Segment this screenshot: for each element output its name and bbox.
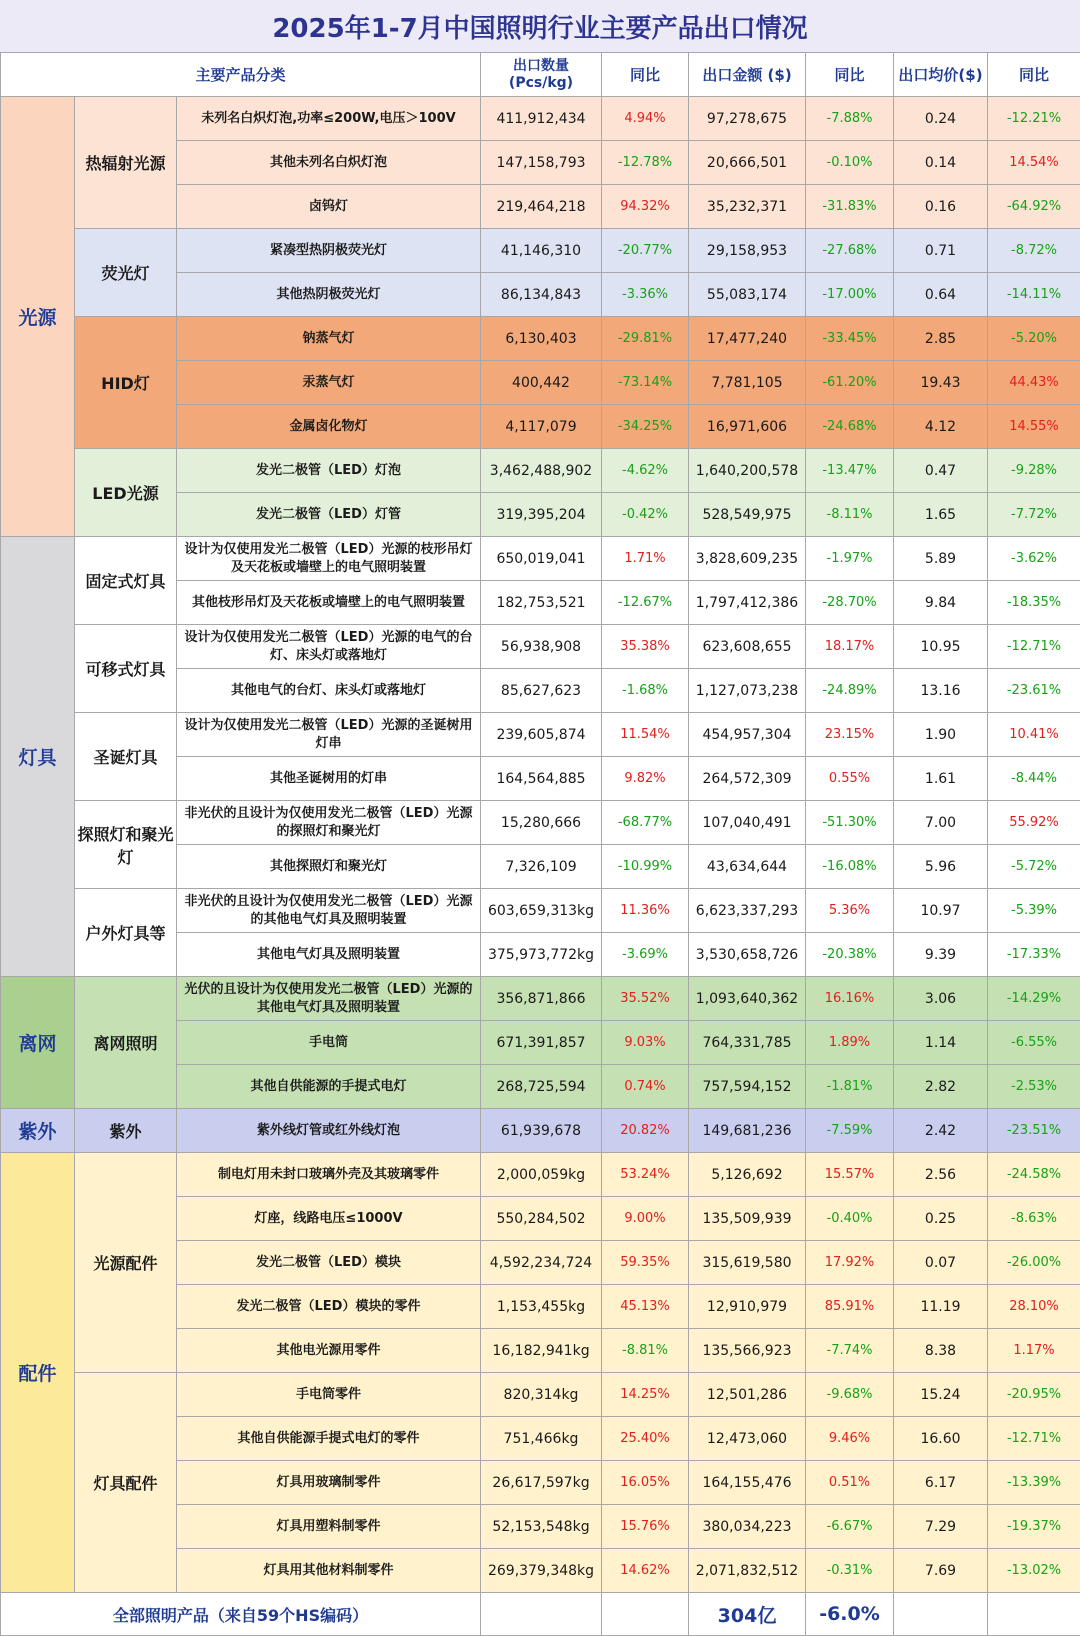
qty-yoy: 1.71%: [602, 537, 689, 581]
export-amount: 623,608,655: [689, 625, 806, 669]
amount-yoy: -7.88%: [806, 97, 894, 141]
amount-yoy: 85.91%: [806, 1285, 894, 1329]
group-cell-accessories: 配件: [1, 1153, 75, 1593]
export-amount: 315,619,580: [689, 1241, 806, 1285]
group-cell-fixtures: 灯具: [1, 537, 75, 977]
subgroup-cell-fluo: 荧光灯: [75, 229, 177, 317]
subgroup-cell-xmas: 圣诞灯具: [75, 713, 177, 801]
avg-price: 0.14: [894, 141, 988, 185]
product-name: 发光二极管（LED）灯管: [177, 493, 481, 537]
product-name: 其他电光源用零件: [177, 1329, 481, 1373]
export-qty: 56,938,908: [481, 625, 602, 669]
export-amount: 135,566,923: [689, 1329, 806, 1373]
product-name: 其他未列名白炽灯泡: [177, 141, 481, 185]
export-qty: 268,725,594: [481, 1065, 602, 1109]
qty-yoy: -12.67%: [602, 581, 689, 625]
export-amount: 3,530,658,726: [689, 933, 806, 977]
export-qty: 751,466kg: [481, 1417, 602, 1461]
avg-price: 4.12: [894, 405, 988, 449]
table-row: [1, 1153, 1080, 1197]
price-yoy: -2.53%: [988, 1065, 1080, 1109]
avg-price: 1.14: [894, 1021, 988, 1065]
export-table: [0, 52, 1080, 1636]
export-qty: 820,314kg: [481, 1373, 602, 1417]
price-yoy: -20.95%: [988, 1373, 1080, 1417]
export-amount: 5,126,692: [689, 1153, 806, 1197]
product-name: 发光二极管（LED）模块的零件: [177, 1285, 481, 1329]
subgroup-cell-hid: HID灯: [75, 317, 177, 449]
avg-price: 0.25: [894, 1197, 988, 1241]
price-yoy: -23.51%: [988, 1109, 1080, 1153]
price-yoy: -8.44%: [988, 757, 1080, 801]
export-qty: 1,153,455kg: [481, 1285, 602, 1329]
price-yoy: -3.62%: [988, 537, 1080, 581]
avg-price: 0.47: [894, 449, 988, 493]
avg-price: 0.24: [894, 97, 988, 141]
table-row: [1, 625, 1080, 669]
amount-yoy: -33.45%: [806, 317, 894, 361]
subgroup-cell-heat: 热辐射光源: [75, 97, 177, 229]
export-qty: 182,753,521: [481, 581, 602, 625]
qty-yoy: 9.82%: [602, 757, 689, 801]
price-yoy: -5.20%: [988, 317, 1080, 361]
subgroup-cell-uv: 紫外: [75, 1109, 177, 1153]
price-yoy: -13.39%: [988, 1461, 1080, 1505]
export-amount: 7,781,105: [689, 361, 806, 405]
product-name: 金属卤化物灯: [177, 405, 481, 449]
amount-yoy: -24.68%: [806, 405, 894, 449]
export-amount: 35,232,371: [689, 185, 806, 229]
export-amount: 764,331,785: [689, 1021, 806, 1065]
avg-price: 9.84: [894, 581, 988, 625]
avg-price: 5.89: [894, 537, 988, 581]
export-qty: 41,146,310: [481, 229, 602, 273]
amount-yoy: -16.08%: [806, 845, 894, 889]
export-qty: 319,395,204: [481, 493, 602, 537]
subgroup-cell-offgrid: 离网照明: [75, 977, 177, 1109]
amount-yoy: 0.55%: [806, 757, 894, 801]
subgroup-cell-movable: 可移式灯具: [75, 625, 177, 713]
export-amount: 164,155,476: [689, 1461, 806, 1505]
export-qty: 239,605,874: [481, 713, 602, 757]
qty-yoy: 14.62%: [602, 1549, 689, 1593]
amount-yoy: 23.15%: [806, 713, 894, 757]
subgroup-cell-flood: 探照灯和聚光灯: [75, 801, 177, 889]
avg-price: 2.56: [894, 1153, 988, 1197]
export-qty: 671,391,857: [481, 1021, 602, 1065]
export-amount: 55,083,174: [689, 273, 806, 317]
product-name: 非光伏的且设计为仅使用发光二极管（LED）光源的其他电气灯具及照明装置: [177, 889, 481, 933]
price-yoy: -18.35%: [988, 581, 1080, 625]
price-yoy: 14.55%: [988, 405, 1080, 449]
product-name: 非光伏的且设计为仅使用发光二极管（LED）光源的探照灯和聚光灯: [177, 801, 481, 845]
export-amount: 29,158,953: [689, 229, 806, 273]
price-yoy: 10.41%: [988, 713, 1080, 757]
total-price-yoy: [988, 1593, 1080, 1636]
export-amount: 17,477,240: [689, 317, 806, 361]
export-amount: 3,828,609,235: [689, 537, 806, 581]
product-name: 其他探照灯和聚光灯: [177, 845, 481, 889]
export-qty: 86,134,843: [481, 273, 602, 317]
qty-yoy: 59.35%: [602, 1241, 689, 1285]
qty-yoy: 94.32%: [602, 185, 689, 229]
price-yoy: -17.33%: [988, 933, 1080, 977]
product-name: 灯座，线路电压≤1000V: [177, 1197, 481, 1241]
export-amount: 1,127,073,238: [689, 669, 806, 713]
amount-yoy: -0.40%: [806, 1197, 894, 1241]
product-name: 其他枝形吊灯及天花板或墙壁上的电气照明装置: [177, 581, 481, 625]
export-amount: 12,501,286: [689, 1373, 806, 1417]
total-amount: 304亿: [689, 1593, 806, 1636]
price-yoy: -8.72%: [988, 229, 1080, 273]
qty-yoy: -0.42%: [602, 493, 689, 537]
amount-yoy: 9.46%: [806, 1417, 894, 1461]
export-amount: 97,278,675: [689, 97, 806, 141]
product-name: 设计为仅使用发光二极管（LED）光源的圣诞树用灯串: [177, 713, 481, 757]
product-name: 未列名白炽灯泡,功率≤200W,电压＞100V: [177, 97, 481, 141]
table-row: [1, 537, 1080, 581]
price-yoy: -13.02%: [988, 1549, 1080, 1593]
qty-yoy: -1.68%: [602, 669, 689, 713]
product-name: 其他电气的台灯、床头灯或落地灯: [177, 669, 481, 713]
table-row: [1, 1109, 1080, 1153]
export-qty: 52,153,548kg: [481, 1505, 602, 1549]
export-amount: 2,071,832,512: [689, 1549, 806, 1593]
price-yoy: 55.92%: [988, 801, 1080, 845]
product-name: 其他电气灯具及照明装置: [177, 933, 481, 977]
avg-price: 7.69: [894, 1549, 988, 1593]
export-qty: 269,379,348kg: [481, 1549, 602, 1593]
export-qty: 147,158,793: [481, 141, 602, 185]
avg-price: 2.42: [894, 1109, 988, 1153]
export-qty: 411,912,434: [481, 97, 602, 141]
product-name: 其他自供能源的手提式电灯: [177, 1065, 481, 1109]
export-amount: 380,034,223: [689, 1505, 806, 1549]
total-row: [1, 1593, 1080, 1636]
export-amount: 149,681,236: [689, 1109, 806, 1153]
qty-yoy: 20.82%: [602, 1109, 689, 1153]
price-yoy: 14.54%: [988, 141, 1080, 185]
product-name: 设计为仅使用发光二极管（LED）光源的电气的台灯、床头灯或落地灯: [177, 625, 481, 669]
product-name: 灯具用塑料制零件: [177, 1505, 481, 1549]
amount-yoy: 0.51%: [806, 1461, 894, 1505]
qty-yoy: 25.40%: [602, 1417, 689, 1461]
export-amount: 20,666,501: [689, 141, 806, 185]
qty-yoy: 0.74%: [602, 1065, 689, 1109]
export-amount: 12,473,060: [689, 1417, 806, 1461]
avg-price: 0.07: [894, 1241, 988, 1285]
subgroup-cell-src_acc: 光源配件: [75, 1153, 177, 1373]
amount-yoy: -20.38%: [806, 933, 894, 977]
header-price-yoy: 同比: [988, 53, 1080, 97]
qty-yoy: 35.38%: [602, 625, 689, 669]
export-amount: 264,572,309: [689, 757, 806, 801]
qty-yoy: -20.77%: [602, 229, 689, 273]
qty-yoy: -68.77%: [602, 801, 689, 845]
amount-yoy: -6.67%: [806, 1505, 894, 1549]
export-amount: 528,549,975: [689, 493, 806, 537]
amount-yoy: -31.83%: [806, 185, 894, 229]
product-name: 其他热阴极荧光灯: [177, 273, 481, 317]
avg-price: 3.06: [894, 977, 988, 1021]
avg-price: 2.85: [894, 317, 988, 361]
export-amount: 1,093,640,362: [689, 977, 806, 1021]
product-name: 手电筒零件: [177, 1373, 481, 1417]
product-name: 其他圣诞树用的灯串: [177, 757, 481, 801]
table-row: [1, 449, 1080, 493]
product-name: 设计为仅使用发光二极管（LED）光源的枝形吊灯及天花板或墙壁上的电气照明装置: [177, 537, 481, 581]
qty-yoy: -29.81%: [602, 317, 689, 361]
export-qty: 16,182,941kg: [481, 1329, 602, 1373]
product-name: 发光二极管（LED）灯泡: [177, 449, 481, 493]
avg-price: 2.82: [894, 1065, 988, 1109]
price-yoy: -14.11%: [988, 273, 1080, 317]
price-yoy: 1.17%: [988, 1329, 1080, 1373]
avg-price: 8.38: [894, 1329, 988, 1373]
export-amount: 12,910,979: [689, 1285, 806, 1329]
amount-yoy: 15.57%: [806, 1153, 894, 1197]
qty-yoy: 4.94%: [602, 97, 689, 141]
product-name: 钠蒸气灯: [177, 317, 481, 361]
qty-yoy: -10.99%: [602, 845, 689, 889]
price-yoy: -12.71%: [988, 1417, 1080, 1461]
export-qty: 375,973,772kg: [481, 933, 602, 977]
price-yoy: -5.39%: [988, 889, 1080, 933]
export-qty: 6,130,403: [481, 317, 602, 361]
avg-price: 0.64: [894, 273, 988, 317]
price-yoy: -23.61%: [988, 669, 1080, 713]
export-qty: 650,019,041: [481, 537, 602, 581]
qty-yoy: 16.05%: [602, 1461, 689, 1505]
price-yoy: -12.21%: [988, 97, 1080, 141]
qty-yoy: 11.36%: [602, 889, 689, 933]
table-row: [1, 713, 1080, 757]
product-name: 汞蒸气灯: [177, 361, 481, 405]
qty-yoy: -3.69%: [602, 933, 689, 977]
price-yoy: -6.55%: [988, 1021, 1080, 1065]
price-yoy: -64.92%: [988, 185, 1080, 229]
avg-price: 1.90: [894, 713, 988, 757]
price-yoy: -5.72%: [988, 845, 1080, 889]
amount-yoy: -61.20%: [806, 361, 894, 405]
product-name: 卤钨灯: [177, 185, 481, 229]
price-yoy: -26.00%: [988, 1241, 1080, 1285]
header-amount: 出口金额 ($): [689, 53, 806, 97]
qty-yoy: -34.25%: [602, 405, 689, 449]
export-qty: 4,117,079: [481, 405, 602, 449]
export-qty: 2,000,059kg: [481, 1153, 602, 1197]
avg-price: 7.00: [894, 801, 988, 845]
subgroup-cell-fixed: 固定式灯具: [75, 537, 177, 625]
avg-price: 16.60: [894, 1417, 988, 1461]
export-qty: 61,939,678: [481, 1109, 602, 1153]
export-qty: 3,462,488,902: [481, 449, 602, 493]
product-name: 其他自供能源手提式电灯的零件: [177, 1417, 481, 1461]
export-amount: 16,971,606: [689, 405, 806, 449]
avg-price: 11.19: [894, 1285, 988, 1329]
price-yoy: -12.71%: [988, 625, 1080, 669]
amount-yoy: -27.68%: [806, 229, 894, 273]
price-yoy: -9.28%: [988, 449, 1080, 493]
qty-yoy: -3.36%: [602, 273, 689, 317]
product-name: 发光二极管（LED）模块: [177, 1241, 481, 1285]
export-qty: 400,442: [481, 361, 602, 405]
amount-yoy: -28.70%: [806, 581, 894, 625]
group-cell-light_source: 光源: [1, 97, 75, 537]
price-yoy: 28.10%: [988, 1285, 1080, 1329]
qty-yoy: -73.14%: [602, 361, 689, 405]
product-name: 手电筒: [177, 1021, 481, 1065]
amount-yoy: -17.00%: [806, 273, 894, 317]
qty-yoy: 9.00%: [602, 1197, 689, 1241]
subgroup-cell-outdoor: 户外灯具等: [75, 889, 177, 977]
group-cell-offgrid: 离网: [1, 977, 75, 1109]
price-yoy: -19.37%: [988, 1505, 1080, 1549]
export-qty: 7,326,109: [481, 845, 602, 889]
page-title: 2025年1-7月中国照明行业主要产品出口情况: [0, 0, 1080, 53]
avg-price: 19.43: [894, 361, 988, 405]
product-name: 灯具用玻璃制零件: [177, 1461, 481, 1505]
export-amount: 135,509,939: [689, 1197, 806, 1241]
qty-yoy: -4.62%: [602, 449, 689, 493]
price-yoy: -14.29%: [988, 977, 1080, 1021]
avg-price: 7.29: [894, 1505, 988, 1549]
qty-yoy: 15.76%: [602, 1505, 689, 1549]
export-qty: 356,871,866: [481, 977, 602, 1021]
group-cell-uv: 紫外: [1, 1109, 75, 1153]
price-yoy: -24.58%: [988, 1153, 1080, 1197]
amount-yoy: -13.47%: [806, 449, 894, 493]
amount-yoy: -1.97%: [806, 537, 894, 581]
product-name: 紫外线灯管或红外线灯泡: [177, 1109, 481, 1153]
amount-yoy: 18.17%: [806, 625, 894, 669]
table-row: [1, 97, 1080, 141]
qty-yoy: -12.78%: [602, 141, 689, 185]
export-amount: 1,797,412,386: [689, 581, 806, 625]
total-price: [894, 1593, 988, 1636]
export-amount: 43,634,644: [689, 845, 806, 889]
header-amount-yoy: 同比: [806, 53, 894, 97]
avg-price: 1.61: [894, 757, 988, 801]
amount-yoy: -0.31%: [806, 1549, 894, 1593]
qty-yoy: 11.54%: [602, 713, 689, 757]
avg-price: 13.16: [894, 669, 988, 713]
amount-yoy: 16.16%: [806, 977, 894, 1021]
qty-yoy: 53.24%: [602, 1153, 689, 1197]
export-qty: 26,617,597kg: [481, 1461, 602, 1505]
amount-yoy: 1.89%: [806, 1021, 894, 1065]
export-amount: 757,594,152: [689, 1065, 806, 1109]
table-row: [1, 317, 1080, 361]
export-amount: 107,040,491: [689, 801, 806, 845]
header-price: 出口均价($): [894, 53, 988, 97]
total-label: 全部照明产品（来自59个HS编码）: [1, 1593, 481, 1636]
avg-price: 1.65: [894, 493, 988, 537]
avg-price: 0.16: [894, 185, 988, 229]
table-row: [1, 801, 1080, 845]
export-qty: 15,280,666: [481, 801, 602, 845]
table-row: [1, 977, 1080, 1021]
subgroup-cell-lamp_acc: 灯具配件: [75, 1373, 177, 1593]
qty-yoy: 9.03%: [602, 1021, 689, 1065]
total-qty: [481, 1593, 602, 1636]
avg-price: 6.17: [894, 1461, 988, 1505]
header-row: [1, 53, 1080, 97]
amount-yoy: -9.68%: [806, 1373, 894, 1417]
avg-price: 10.95: [894, 625, 988, 669]
export-qty: 85,627,623: [481, 669, 602, 713]
qty-yoy: 14.25%: [602, 1373, 689, 1417]
export-qty: 550,284,502: [481, 1197, 602, 1241]
qty-yoy: 35.52%: [602, 977, 689, 1021]
amount-yoy: -24.89%: [806, 669, 894, 713]
avg-price: 9.39: [894, 933, 988, 977]
amount-yoy: -51.30%: [806, 801, 894, 845]
header-qty: 出口数量 (Pcs/kg): [481, 53, 602, 97]
qty-yoy: 45.13%: [602, 1285, 689, 1329]
table-row: [1, 889, 1080, 933]
price-yoy: 44.43%: [988, 361, 1080, 405]
product-name: 灯具用其他材料制零件: [177, 1549, 481, 1593]
avg-price: 15.24: [894, 1373, 988, 1417]
header-qty-yoy: 同比: [602, 53, 689, 97]
export-qty: 219,464,218: [481, 185, 602, 229]
export-qty: 164,564,885: [481, 757, 602, 801]
price-yoy: -7.72%: [988, 493, 1080, 537]
avg-price: 0.71: [894, 229, 988, 273]
export-amount: 6,623,337,293: [689, 889, 806, 933]
export-amount: 1,640,200,578: [689, 449, 806, 493]
amount-yoy: 5.36%: [806, 889, 894, 933]
product-name: 紧凑型热阴极荧光灯: [177, 229, 481, 273]
amount-yoy: -7.74%: [806, 1329, 894, 1373]
amount-yoy: -8.11%: [806, 493, 894, 537]
price-yoy: -8.63%: [988, 1197, 1080, 1241]
total-yoy: -6.0%: [806, 1593, 894, 1636]
export-qty: 4,592,234,724: [481, 1241, 602, 1285]
product-name: 制电灯用未封口玻璃外壳及其玻璃零件: [177, 1153, 481, 1197]
amount-yoy: -0.10%: [806, 141, 894, 185]
table-row: [1, 1373, 1080, 1417]
qty-yoy: -8.81%: [602, 1329, 689, 1373]
avg-price: 10.97: [894, 889, 988, 933]
amount-yoy: 17.92%: [806, 1241, 894, 1285]
header-category: 主要产品分类: [1, 53, 481, 97]
amount-yoy: -7.59%: [806, 1109, 894, 1153]
export-amount: 454,957,304: [689, 713, 806, 757]
product-name: 光伏的且设计为仅使用发光二极管（LED）光源的其他电气灯具及照明装置: [177, 977, 481, 1021]
export-qty: 603,659,313kg: [481, 889, 602, 933]
total-qty-yoy: [602, 1593, 689, 1636]
avg-price: 5.96: [894, 845, 988, 889]
subgroup-cell-led: LED光源: [75, 449, 177, 537]
table-row: [1, 229, 1080, 273]
amount-yoy: -1.81%: [806, 1065, 894, 1109]
